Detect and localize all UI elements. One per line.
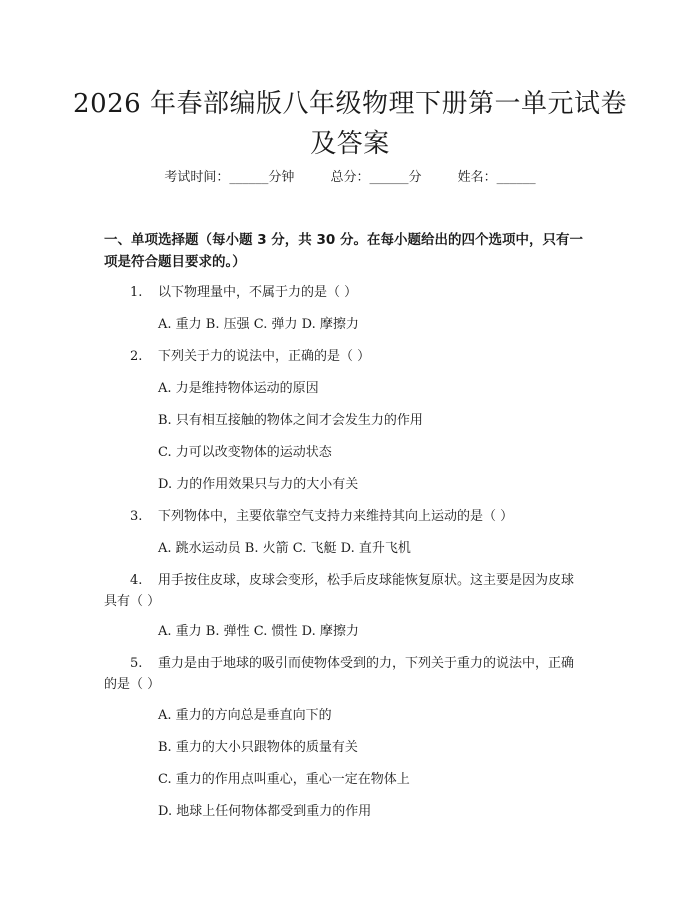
question-2 [130, 347, 600, 367]
question-text: 下列关于力的说法中，正确的是（ ） [158, 349, 371, 364]
exam-meta [0, 168, 700, 188]
question-text: 重力是由于地球的吸引而使物体受到的力，下列关于重力的说法中，正确 [158, 656, 575, 671]
question-4 [130, 571, 600, 591]
question-4-options: A. 重力 B. 弹性 C. 惯性 D. 摩擦力 [158, 624, 359, 639]
option-a: A. 力是维持物体运动的原因 [158, 381, 319, 396]
option-d: D. 地球上任何物体都受到重力的作用 [158, 804, 372, 819]
question-5 [130, 654, 600, 674]
option-b: B. 重力的大小只跟物体的质量有关 [158, 740, 358, 755]
total-score: 总分：______分 [330, 170, 422, 185]
student-name: 姓名：______ [457, 170, 536, 185]
question-number: 2. [130, 349, 143, 364]
option-b: B. 只有相互接触的物体之间才会发生力的作用 [158, 413, 423, 428]
question-text: 以下物理量中，不属于力的是（ ） [158, 285, 358, 300]
question-5-continued: 的是（ ） [104, 677, 161, 692]
question-number: 1. [130, 285, 143, 300]
option-d: D. 力的作用效果只与力的大小有关 [158, 477, 359, 492]
section-heading: 一、单项选择题（每小题 3 分，共 30 分。在每小题给出的四个选项中，只有一项是符合题目要求的。） [104, 232, 583, 270]
question-number: 5. [130, 656, 143, 671]
question-3 [130, 507, 600, 527]
page-title: 2026 年春部编版八年级物理下册第一单元试卷及答案 [73, 89, 627, 159]
question-1 [130, 283, 600, 303]
exam-time: 考试时间：______分钟 [164, 170, 295, 185]
option-c: C. 重力的作用点叫重心，重心一定在物体上 [158, 772, 410, 787]
question-1-options: A. 重力 B. 压强 C. 弹力 D. 摩擦力 [158, 317, 359, 332]
option-c: C. 力可以改变物体的运动状态 [158, 445, 332, 460]
option-a: A. 重力的方向总是垂直向下的 [158, 708, 332, 723]
question-number: 4. [130, 573, 143, 588]
question-text: 下列物体中，主要依靠空气支持力来维持其向上运动的是（ ） [158, 509, 514, 524]
question-4-continued: 具有（ ） [104, 594, 161, 609]
question-text: 用手按住皮球，皮球会变形，松手后皮球能恢复原状。这主要是因为皮球 [158, 573, 575, 588]
question-3-options: A. 跳水运动员 B. 火箭 C. 飞艇 D. 直升飞机 [158, 541, 411, 556]
question-number: 3. [130, 509, 143, 524]
